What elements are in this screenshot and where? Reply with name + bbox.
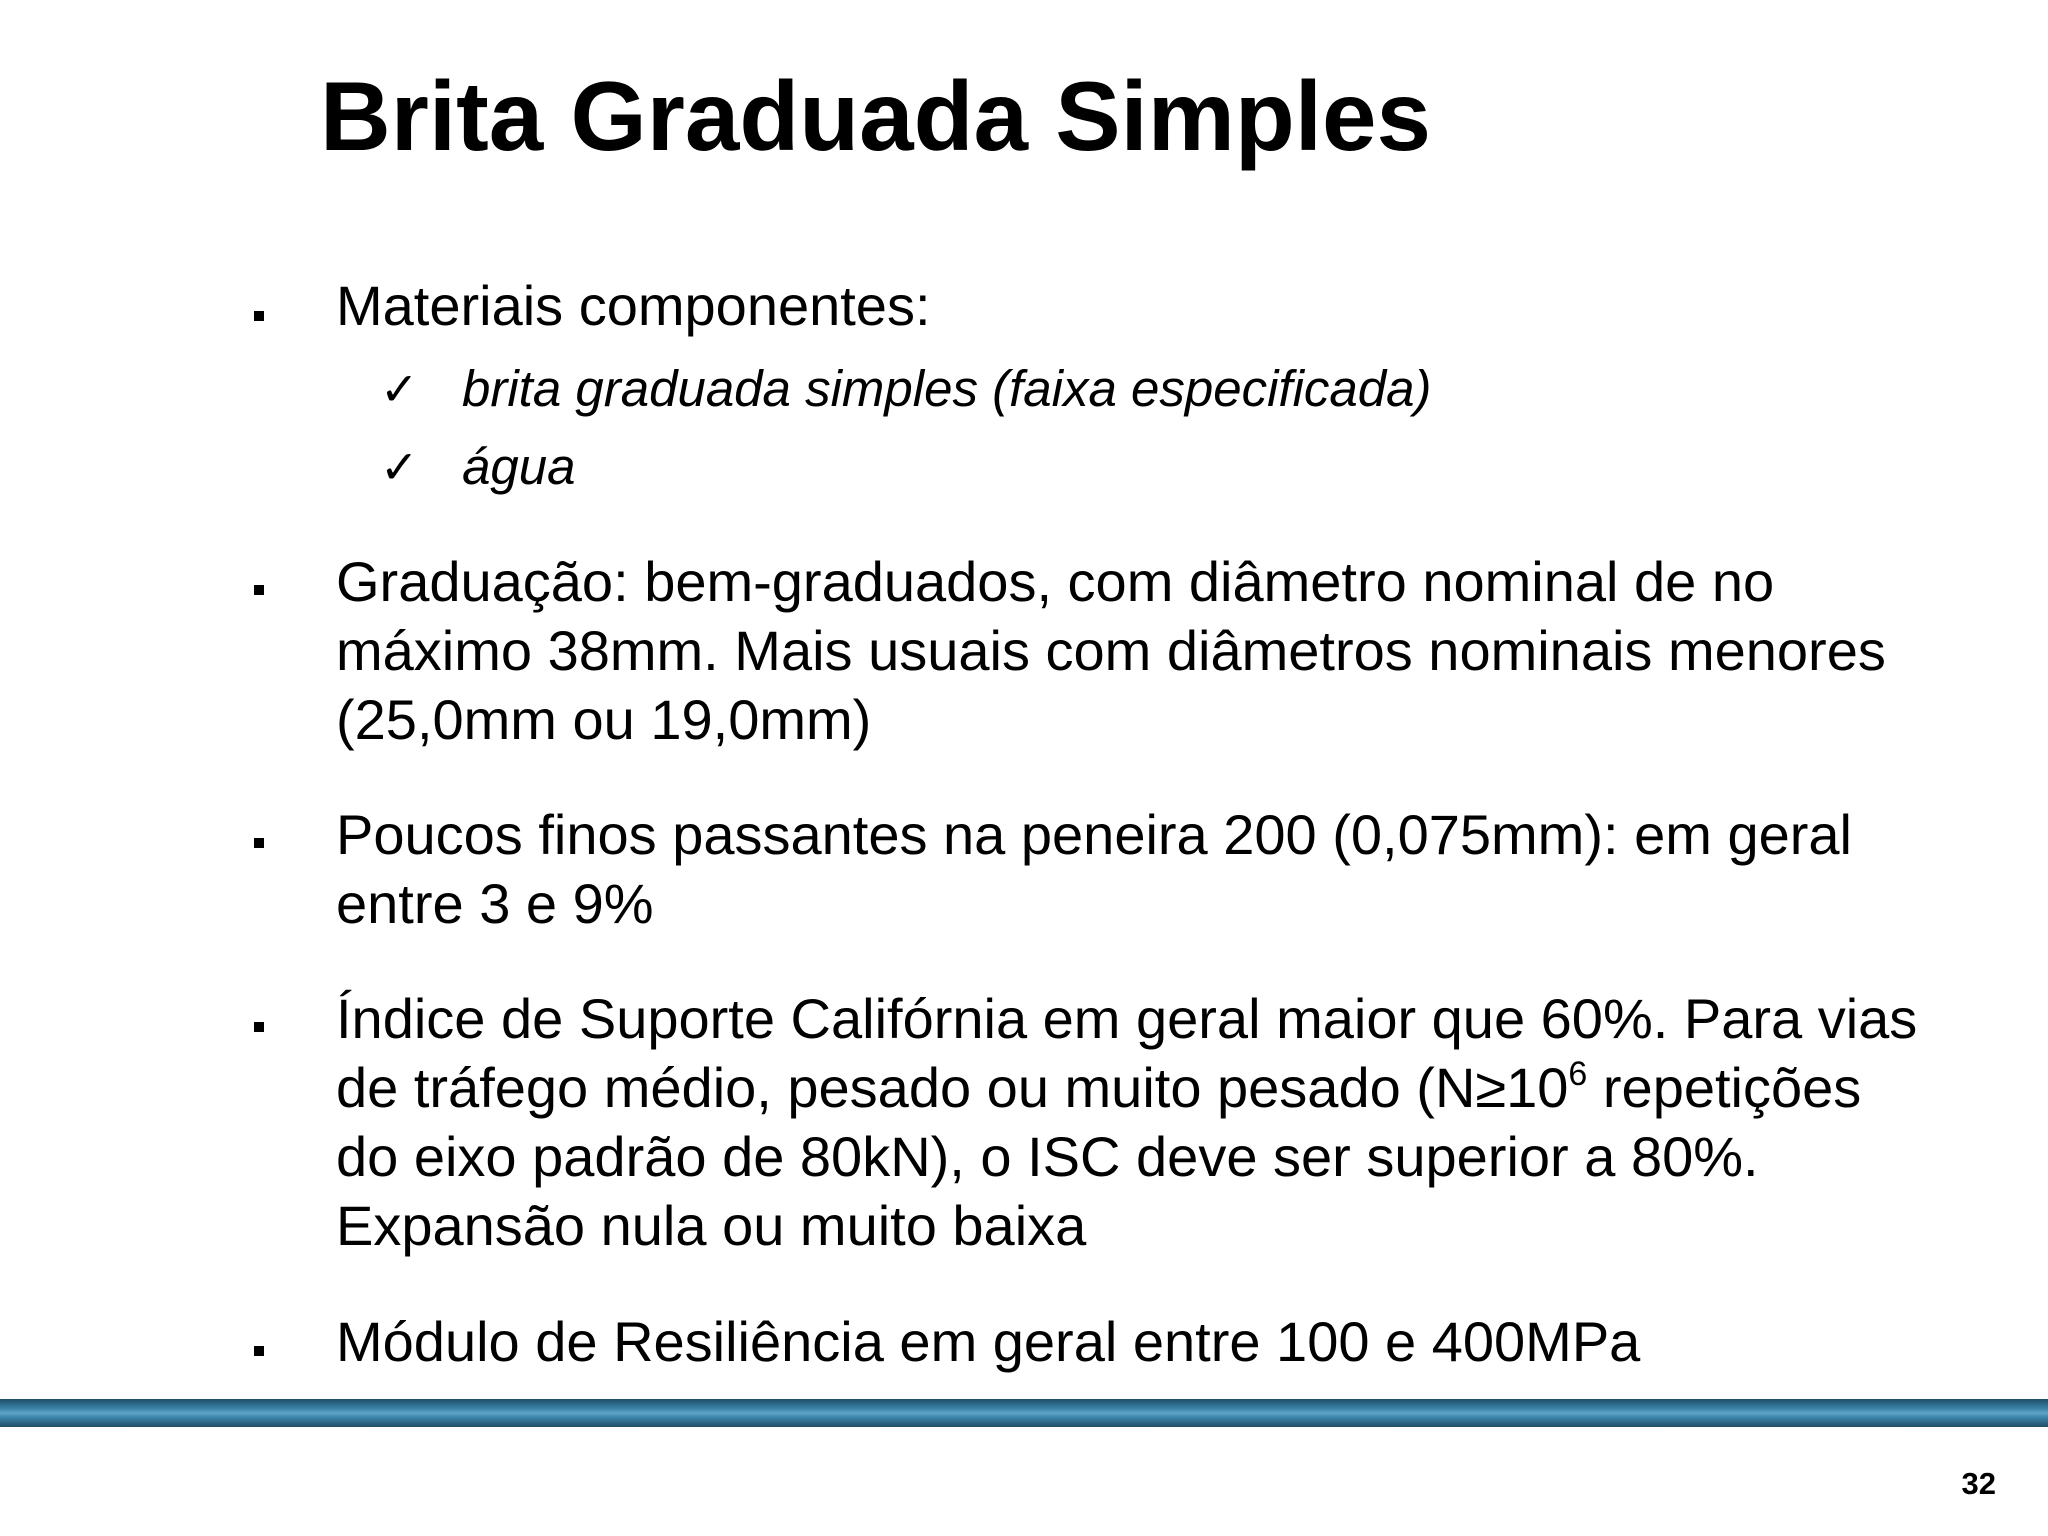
- bullet-marker: [254, 1346, 264, 1356]
- page-number: 32: [1961, 1466, 1996, 1501]
- subitem-brita: brita graduada simples (faixa especificada): [462, 360, 1432, 417]
- bullet-isc: [336, 984, 1936, 1260]
- isc-text-before: Índice de Suporte Califórnia em geral maior que 60%. Para vias de tráfego médio, pesado ou muito pesado (N≥10: [336, 987, 1918, 1119]
- bullet-marker: [254, 1022, 264, 1032]
- isc-superscript: 6: [1568, 1055, 1588, 1093]
- bullet-materiais: Materiais componentes:: [336, 274, 931, 337]
- subitem-agua: água: [462, 438, 576, 495]
- bullet-marker: [254, 838, 264, 848]
- bullet-marker: [254, 585, 264, 595]
- footer-bar: [0, 1399, 2048, 1427]
- isc-text-after: repetições do eixo padrão de 80kN), o ISC deve ser superior a 80%. Expansão nula ou muito baixa: [336, 1056, 1862, 1257]
- bullet-marker: [254, 311, 264, 321]
- bullet-graduacao: Graduação: bem-graduados, com diâmetro nominal de no máximo 38mm. Mais usuais com diâmetros nominais menores (25,0mm ou 19,0mm): [336, 550, 1886, 751]
- bullet-modulo: Módulo de Resiliência em geral entre 100 e 400MPa: [336, 1310, 1641, 1373]
- checkmark-icon: ✓: [380, 441, 419, 493]
- bullet-finos: Poucos finos passantes na peneira 200 (0,075mm): em geral entre 3 e 9%: [336, 803, 1852, 935]
- slide-title: Brita Graduada Simples: [320, 61, 1432, 171]
- checkmark-icon: ✓: [380, 363, 419, 415]
